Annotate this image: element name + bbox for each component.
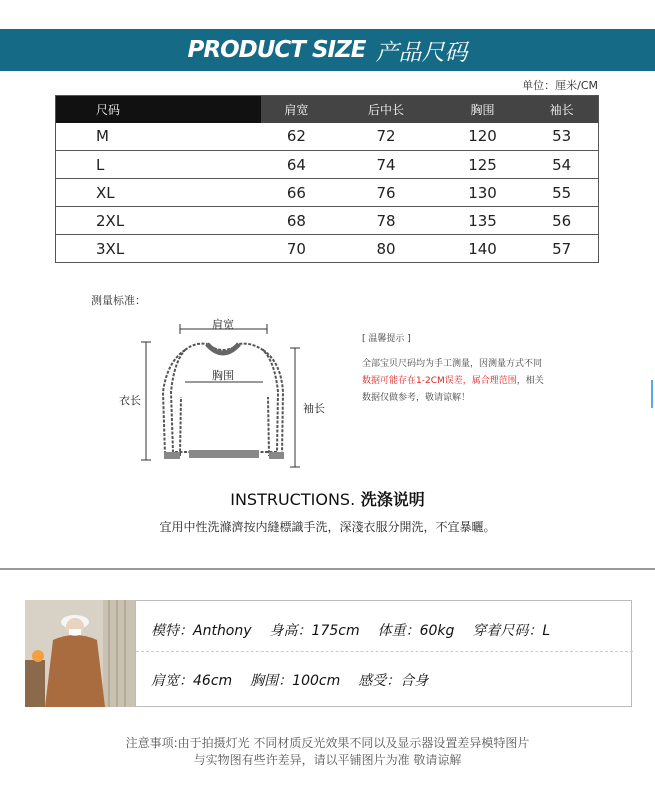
model-feeling: 感受：合身 xyxy=(358,673,429,689)
tips-line2 xyxy=(362,373,602,390)
sweater-outline-icon xyxy=(115,312,345,477)
banner-title-en: PRODUCT SIZE xyxy=(187,37,366,63)
notice-text xyxy=(0,735,655,769)
size-table-header xyxy=(56,96,599,123)
table-cell: 57 xyxy=(525,235,598,263)
sweater-measure-diagram xyxy=(115,312,345,477)
tips-line2-rest: ，相关 xyxy=(516,376,544,386)
header-chest: 胸围 xyxy=(440,96,526,123)
size-table xyxy=(55,95,599,263)
model-row-1 xyxy=(151,620,568,640)
table-cell: 78 xyxy=(332,207,440,235)
table-cell: 70 xyxy=(261,235,333,263)
model-separator xyxy=(136,651,633,652)
label-chest: 胸围 xyxy=(212,369,234,382)
table-row xyxy=(56,123,599,151)
table-cell: 3XL xyxy=(56,235,261,263)
table-cell: 130 xyxy=(440,179,526,207)
table-cell: 125 xyxy=(440,151,526,179)
tips-line2-red: 数据可能存在1-2CM误差，属合理范围 xyxy=(362,376,517,386)
section-divider xyxy=(0,568,655,570)
table-row xyxy=(56,151,599,179)
header-size: 尺码 xyxy=(56,96,261,123)
tips-title: [ 温馨提示 ] xyxy=(362,334,411,344)
table-cell: 72 xyxy=(332,123,440,151)
table-cell: 54 xyxy=(525,151,598,179)
header-length: 后中长 xyxy=(332,96,440,123)
table-cell: 2XL xyxy=(56,207,261,235)
instructions-title-cn: 洗涤说明 xyxy=(360,490,425,509)
model-size: 穿着尺码：L xyxy=(472,623,551,639)
model-weight: 体重：60kg xyxy=(377,623,455,639)
label-shoulder: 肩宽 xyxy=(212,318,234,331)
model-photo xyxy=(25,600,135,707)
table-cell: 120 xyxy=(440,123,526,151)
table-cell: 76 xyxy=(332,179,440,207)
warm-tips xyxy=(362,331,602,407)
notice-line2: 与实物图有些许差异，请以平铺图片为准 敬请谅解 xyxy=(193,753,462,767)
tips-line3: 数据仅做参考，敬请谅解！ xyxy=(362,393,471,403)
product-size-banner xyxy=(0,29,655,71)
banner-title-cn: 产品尺码 xyxy=(375,39,468,66)
table-cell: 64 xyxy=(261,151,333,179)
table-cell: M xyxy=(56,123,261,151)
model-shoulder: 肩宽：46cm xyxy=(151,673,233,689)
table-row xyxy=(56,179,599,207)
edge-scroll-mark xyxy=(651,380,653,408)
notice-line1: 注意事项:由于拍摄灯光 不同材质反光效果不同以及显示器设置差异模特图片 xyxy=(125,736,530,750)
table-cell: 53 xyxy=(525,123,598,151)
model-photo-image xyxy=(25,600,135,707)
table-cell: 140 xyxy=(440,235,526,263)
label-length: 衣长 xyxy=(119,394,141,407)
unit-label: 单位：厘米/CM xyxy=(522,79,598,92)
model-chest: 胸围：100cm xyxy=(250,673,341,689)
table-cell: 135 xyxy=(440,207,526,235)
table-cell: 62 xyxy=(261,123,333,151)
table-row xyxy=(56,235,599,263)
table-cell: XL xyxy=(56,179,261,207)
table-row xyxy=(56,207,599,235)
instructions-title xyxy=(0,487,655,510)
model-name: 模特：Anthony xyxy=(151,623,252,639)
header-shoulder: 肩宽 xyxy=(261,96,333,123)
table-cell: 55 xyxy=(525,179,598,207)
table-cell: L xyxy=(56,151,261,179)
table-cell: 80 xyxy=(332,235,440,263)
model-row-2 xyxy=(151,670,446,690)
model-height: 身高：175cm xyxy=(269,623,360,639)
model-info-box xyxy=(135,600,632,707)
table-cell: 66 xyxy=(261,179,333,207)
tips-line1: 全部宝贝尺码均为手工测量，因测量方式不同 xyxy=(362,359,543,369)
label-sleeve: 袖长 xyxy=(303,402,325,415)
header-sleeve: 袖长 xyxy=(525,96,598,123)
instructions-text: 宜用中性洗滌濟按内縫標識手洗，深淺衣服分開洗，不宜暴曬。 xyxy=(159,520,496,534)
table-cell: 56 xyxy=(525,207,598,235)
table-cell: 74 xyxy=(332,151,440,179)
table-cell: 68 xyxy=(261,207,333,235)
instructions-title-en: INSTRUCTIONS. xyxy=(230,490,356,509)
measure-title: 测量标准： xyxy=(91,294,146,307)
